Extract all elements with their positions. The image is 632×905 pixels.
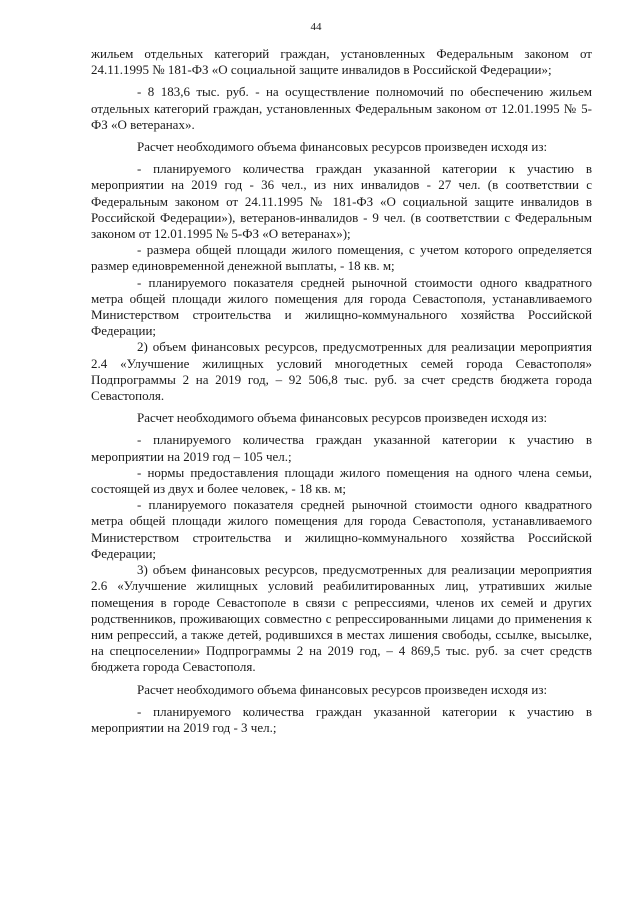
paragraph: - размера общей площади жилого помещения, с учетом которого определяется размер единовременной денежной выплаты, - 18 кв. м; — [91, 242, 592, 274]
paragraph: жильем отдельных категорий граждан, установленных Федеральным законом от 24.11.1995 № 181-ФЗ «О социальной защите инвалидов в Российской Федерации»; — [91, 46, 592, 78]
document-body — [91, 46, 592, 736]
paragraph: - 8 183,6 тыс. руб. - на осуществление полномочий по обеспечению жильем отдельных категорий граждан, установленных Федеральным законом от 12.01.1995 № 5-ФЗ «О ветеранах». — [91, 84, 592, 132]
paragraph: - планируемого количества граждан указанной категории к участию в мероприятии на 2019 год - 3 чел.; — [91, 703, 592, 735]
paragraph: - планируемого количества граждан указанной категории к участию в мероприятии на 2019 год - 36 чел., из них инвалидов - 27 чел. (в соответствии с Федеральным законом от 24.11.1995 № 181-ФЗ «О социальной защите инвалидов в Российской Федерации»), ветеранов-инвалидов - 9 чел. (в соответствии с Федеральным законом от 12.01.1995 № 5-ФЗ «О ветеранах»); — [91, 161, 592, 242]
page-number: 44 — [310, 21, 322, 33]
paragraph: - нормы предоставления площади жилого помещения на одного члена семьи, состоящей из двух и более человек, - 18 кв. м; — [91, 464, 592, 497]
paragraph: 2) объем финансовых ресурсов, предусмотренных для реализации мероприятия 2.4 «Улучшение жилищных условий многодетных семей города Севастополя» Подпрограммы 2 на 2019 год, – 92 506,8 тыс. руб. за счет средств бюджета города Севастополя. — [91, 339, 592, 404]
paragraph: - планируемого показателя средней рыночной стоимости одного квадратного метра общей площади жилого помещения для города Севастополя, устанавливаемого Министерством строительства и жилищно-коммунального хозяйства Российской Федерации; — [91, 497, 592, 561]
paragraph: 3) объем финансовых ресурсов, предусмотренных для реализации мероприятия 2.6 «Улучшение жилищных условий реабилитированных лиц, утративших жилые помещения в городе Севастополе в связи с репрессиями, членов их семей и других родственников, проживающих совместно с репрессированными лицами до применения к ним репрессий, а также детей, родившихся в местах лишения свободы, ссылке, высылке, на спецпоселении» Подпрограммы 2 на 2019 год, – 4 869,5 тыс. руб. за счет средств бюджета города Севастополя. — [91, 562, 592, 675]
paragraph: - планируемого показателя средней рыночной стоимости одного квадратного метра общей площади жилого помещения для города Севастополя, устанавливаемого Министерством строительства и жилищно-коммунального хозяйства Российской Федерации; — [91, 274, 592, 339]
paragraph: Расчет необходимого объема финансовых ресурсов произведен исходя из: — [137, 139, 548, 155]
paragraph: Расчет необходимого объема финансовых ресурсов произведен исходя из: — [137, 410, 548, 426]
paragraph: - планируемого количества граждан указанной категории к участию в мероприятии на 2019 год – 105 чел.; — [91, 432, 592, 464]
paragraph: Расчет необходимого объема финансовых ресурсов произведен исходя из: — [137, 681, 548, 697]
